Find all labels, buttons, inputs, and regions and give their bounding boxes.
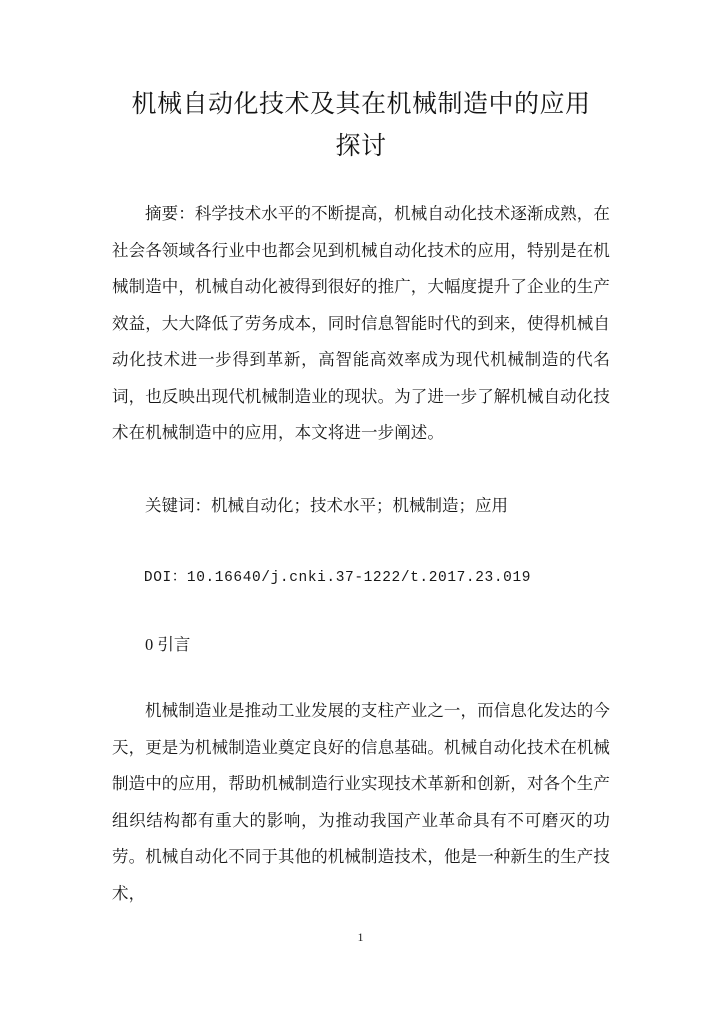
doi-line: DOI：10.16640/j.cnki.37-1222/t.2017.23.019 — [143, 570, 532, 586]
page-title-line-2: 探讨 — [335, 133, 387, 160]
keywords-line: 关键词：机械自动化；技术水平；机械制造；应用 — [145, 495, 508, 515]
page-number: 1 — [357, 930, 364, 944]
abstract-paragraph: 摘要：科学技术水平的不断提高，机械自动化技术逐渐成熟，在社会各领域各行业中也都会见到机械自动化技术的应用，特别是在机械制造中，机械自动化被得到很好的推广，大幅度提升了企业的生产效益，大大降低了劳务成本，同时信息智能时代的到来，使得机械自动化技术进一步得到革新，高智能高效率成为现代机械制造的代名词，也反映出现代机械制造业的现状。为了进一步了解机械自动化技术在机械制造中的应用，本文将进一步阐述。 — [112, 204, 610, 442]
page-title — [112, 84, 610, 168]
spacer-after-heading — [112, 663, 610, 693]
spacer-after-keywords — [112, 524, 610, 560]
spacer-after-abstract — [112, 452, 610, 488]
body-paragraph: 机械制造业是推动工业发展的支柱产业之一，而信息化发达的今天，更是为机械制造业奠定良好的信息基础。机械自动化技术在机械制造中的应用，帮助机械制造行业实现技术革新和创新，对各个生产组织结构都有重大的影响，为推动我国产业革命具有不可磨灭的功劳。机械自动化不同于其他的机械制造技术，他是一种新生的生产技术， — [112, 701, 610, 903]
spacer-after-doi — [112, 597, 610, 627]
page-title-line-1: 机械自动化技术及其在机械制造中的应用 — [131, 91, 591, 118]
section-heading-introduction: 0 引言 — [145, 634, 191, 654]
document-body — [112, 196, 610, 912]
